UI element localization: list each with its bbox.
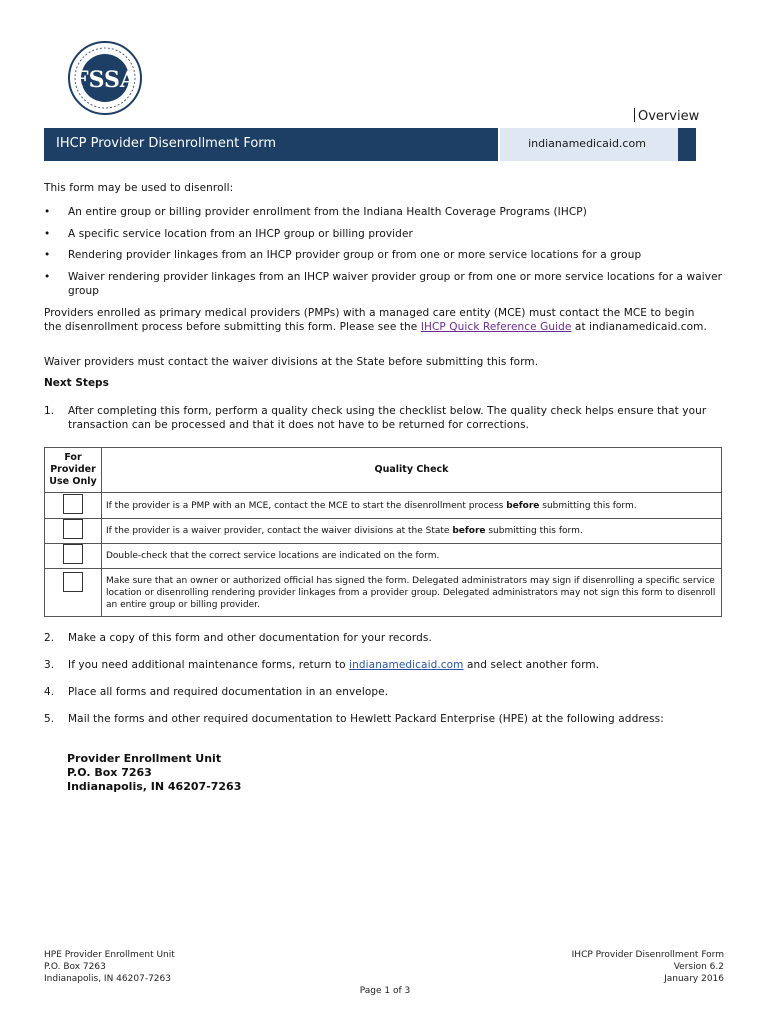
table-row-text [102, 544, 722, 569]
step-number: 5. [44, 713, 55, 725]
row-text-bold: before [452, 526, 486, 536]
step-text: Make a copy of this form and other documentation for your records. [68, 632, 432, 644]
step-text [68, 658, 708, 672]
table-row-text [102, 493, 722, 519]
row-text-bold: before [506, 500, 540, 511]
row-text-end: submitting this form. [539, 500, 637, 511]
footer-line: HPE Provider Enrollment Unit [44, 950, 175, 960]
next-steps-heading: Next Steps [44, 377, 109, 389]
quality-check-header: Quality Check [102, 448, 722, 493]
pmp-text: Providers enrolled as primary medical providers (PMPs) with a managed care entity (MCE) must contact the MCE to begin the disenrollment process before submitting this form. Please see the [44, 307, 695, 333]
checkbox-cell [45, 544, 102, 569]
divider-bar [634, 108, 635, 122]
bullet-text: An entire group or billing provider enrollment from the Indiana Health Coverage Programs (IHCP) [68, 206, 587, 218]
bullet-text: Rendering provider linkages from an IHCP provider group or from one or more service locations for a group [68, 249, 642, 261]
checkbox-cell [45, 569, 102, 617]
bullet-dot: • [44, 206, 51, 218]
step-text: Mail the forms and other required documentation to Hewlett Packard Enterprise (HPE) at the following address: [68, 713, 664, 725]
quality-checkbox[interactable] [63, 572, 83, 592]
indianamedicaid-link[interactable]: indianamedicaid.com [349, 659, 464, 671]
table-row-text [102, 569, 722, 617]
quality-checkbox[interactable] [63, 544, 83, 564]
bullet-dot: • [44, 271, 51, 283]
footer-line: P.O. Box 7263 [44, 962, 106, 972]
fssa-logo [67, 36, 143, 128]
intro-lead: This form may be used to disenroll: [44, 182, 234, 194]
website-box [500, 128, 696, 161]
website-label: indianamedicaid.com [528, 137, 646, 150]
step3-text: If you need additional maintenance forms, return to [68, 659, 350, 671]
table-header-row [45, 448, 722, 493]
checkbox-cell [45, 519, 102, 544]
footer-line: Indianapolis, IN 46207-7263 [44, 974, 171, 984]
step-text: After completing this form, perform a quality check using the checklist below. The quality check helps ensure that your transaction can be processed and that it does not have to be returned for corrections. [68, 405, 707, 431]
quality-check-table [44, 447, 722, 617]
table-row [45, 569, 722, 617]
address-line: Provider Enrollment Unit [67, 752, 222, 765]
step-text: Place all forms and required documentation in an envelope. [68, 686, 389, 698]
address-line: P.O. Box 7263 [67, 766, 152, 779]
step-number: 4. [44, 686, 55, 698]
checkbox-cell [45, 493, 102, 519]
table-row [45, 493, 722, 519]
mailing-address [67, 752, 241, 794]
bullet-text: Waiver rendering provider linkages from an IHCP waiver provider group or from one or more service locations for a waiver group [68, 271, 723, 297]
waiver-note: Waiver providers must contact the waiver divisions at the State before submitting this form. [44, 356, 539, 368]
pmp-paragraph [44, 306, 714, 334]
row-text: Double-check that the correct service locations are indicated on the form. [106, 551, 440, 561]
step-number: 3. [44, 659, 55, 671]
page-number: Page 1 of 3 [359, 986, 411, 996]
step-number: 1. [44, 405, 55, 417]
step3-text-end: and select another form. [463, 659, 600, 671]
footer-right [470, 949, 724, 985]
step-number: 2. [44, 632, 55, 644]
table-row-text [102, 519, 722, 544]
row-text: Make sure that an owner or authorized official has signed the form. Delegated administrators may sign if disenrolling a specific service location or disenrolling rendering provider linkages from a provider group. Delegated administrators may not sign this form to disenroll an entire group or billing provider. [106, 575, 716, 610]
address-line: Indianapolis, IN 46207-7263 [67, 780, 242, 793]
title-banner [44, 128, 498, 161]
table-row [45, 544, 722, 569]
banner-stripe [678, 128, 696, 161]
section-label [634, 108, 699, 124]
section-label-text: Overview [638, 109, 700, 124]
row-text: If the provider is a waiver provider, contact the waiver divisions at the State [106, 526, 453, 536]
quality-checkbox[interactable] [63, 494, 83, 514]
footer-line: Version 6.2 [673, 962, 724, 972]
footer-left [44, 949, 175, 985]
bullet-dot: • [44, 228, 51, 240]
logo-text: FSSA [73, 67, 137, 93]
bullet-dot: • [44, 249, 51, 261]
bullet-text: A specific service location from an IHCP group or billing provider [68, 228, 413, 240]
provider-use-header: For Provider Use Only [45, 448, 102, 493]
table-row [45, 519, 722, 544]
pmp-text-end: at indianamedicaid.com. [571, 321, 707, 333]
row-text: If the provider is a PMP with an MCE, contact the MCE to start the disenrollment process [106, 500, 507, 511]
row-text-end: submitting this form. [485, 526, 583, 536]
quality-checkbox[interactable] [63, 519, 83, 539]
footer-line: January 2016 [664, 974, 724, 984]
footer-line: IHCP Provider Disenrollment Form [571, 950, 724, 960]
form-title: IHCP Provider Disenrollment Form [56, 136, 277, 151]
quick-reference-link[interactable]: IHCP Quick Reference Guide [420, 321, 572, 333]
